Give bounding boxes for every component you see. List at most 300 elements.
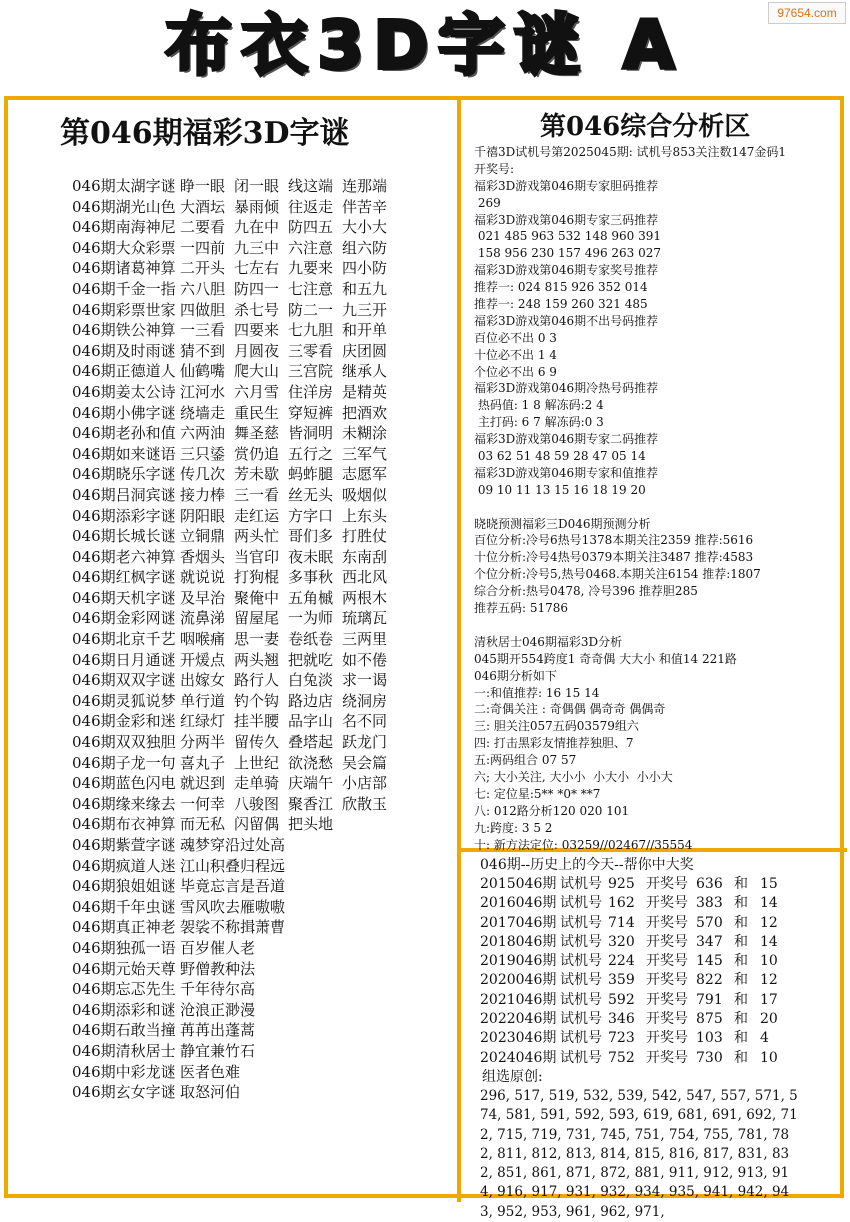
history-cell: 2016046期 xyxy=(480,895,557,912)
riddle-source: 046期老孙和值 xyxy=(72,424,176,443)
history-row xyxy=(480,971,840,990)
history-cell: 和 xyxy=(734,1011,748,1028)
analysis-line: 七: 定位星:5** *0* **7 xyxy=(474,786,601,801)
riddle-clue: 江山积叠归程远 xyxy=(180,856,286,875)
history-cell: 开奖号 xyxy=(646,1030,688,1047)
riddle-clue: 把头地 xyxy=(288,815,334,834)
history-cell: 359 xyxy=(608,972,635,989)
riddle-clue: 九在中 xyxy=(234,218,280,237)
riddle-clue: 就说说 xyxy=(180,568,226,587)
analysis-line: 八: 012路分析120 020 101 xyxy=(474,803,630,818)
riddle-clue: 打狗棍 xyxy=(234,568,280,587)
riddle-clue: 传几次 xyxy=(180,465,226,484)
riddle-clue: 九要来 xyxy=(288,259,334,278)
history-cell: 2024046期 xyxy=(480,1049,557,1066)
riddle-clue: 五行之 xyxy=(288,444,334,463)
riddle-row xyxy=(72,444,396,465)
riddle-row xyxy=(72,567,396,588)
riddle-source: 046期添彩字谜 xyxy=(72,506,176,525)
riddle-clue: 六两油 xyxy=(180,424,226,443)
riddle-clue: 线这端 xyxy=(288,177,334,195)
riddle-clue: 三零看 xyxy=(288,341,334,360)
riddle-clue: 江河水 xyxy=(180,382,226,401)
riddle-clue: 把酒欢 xyxy=(342,403,388,422)
riddle-clue: 四小防 xyxy=(342,259,388,278)
analysis-line: 清秋居士046期福彩3D分析 xyxy=(474,634,623,649)
riddle-row xyxy=(72,320,396,341)
analysis-line: 福彩3D游戏第046期专家胆码推荐 xyxy=(474,178,659,193)
analysis-line: 开奖号: xyxy=(474,161,515,176)
riddle-clue: 小店部 xyxy=(342,774,388,793)
riddle-row xyxy=(72,279,396,300)
history-cell: 试机号 xyxy=(560,972,602,989)
riddle-row xyxy=(72,1000,396,1021)
riddle-clue: 一三看 xyxy=(180,321,226,340)
page-header xyxy=(0,0,850,92)
riddle-row xyxy=(72,1020,396,1041)
history-row xyxy=(480,1029,840,1048)
riddle-clue: 绕洞房 xyxy=(342,691,388,710)
riddle-source: 046期石敢当撞 xyxy=(72,1021,176,1040)
riddle-source: 046期及时雨谜 xyxy=(72,341,176,360)
riddle-source: 046期铁公神算 xyxy=(72,321,176,340)
riddle-source: 046期双双独胆 xyxy=(72,733,176,752)
history-cell: 145 xyxy=(696,953,723,970)
riddle-source: 046期缘来缘去 xyxy=(72,794,176,813)
riddle-source: 046期吕洞宾谜 xyxy=(72,485,176,504)
riddle-clue: 东南刮 xyxy=(342,547,388,566)
riddle-row xyxy=(72,300,396,321)
history-cell: 592 xyxy=(608,991,635,1008)
history-cell: 和 xyxy=(734,972,748,989)
history-cell: 开奖号 xyxy=(646,972,688,989)
riddle-source: 046期疯道人迷 xyxy=(72,856,176,875)
riddle-row xyxy=(72,938,396,959)
riddle-clue: 五角槭 xyxy=(288,588,334,607)
riddle-clue: 未糊涂 xyxy=(342,424,388,443)
analysis-line: 福彩3D游戏第046期专家奖号推荐 xyxy=(474,263,659,278)
analysis-line: 十: 新方法定位: 03259//02467//35554 xyxy=(474,837,693,852)
riddle-clue: 多事秋 xyxy=(288,568,334,587)
riddle-source: 046期天机字谜 xyxy=(72,588,176,607)
riddle-source: 046期千年虫谜 xyxy=(72,897,176,916)
riddle-clue: 两头翘 xyxy=(234,650,280,669)
riddle-clue: 红绿灯 xyxy=(180,712,226,731)
riddle-source: 046期红枫字谜 xyxy=(72,568,176,587)
riddle-row xyxy=(72,361,396,382)
history-cell: 20 xyxy=(760,1011,778,1028)
history-cell: 15 xyxy=(760,876,778,892)
history-cell: 2015046期 xyxy=(480,876,557,892)
history-cell: 636 xyxy=(696,876,723,892)
history-row xyxy=(480,1010,840,1029)
analysis-line: 千禧3D试机号第2025045期: 试机号853关注数147金码1 xyxy=(474,145,787,159)
history-cell: 试机号 xyxy=(560,953,602,970)
analysis-line: 福彩3D游戏第046期冷热号码推荐 xyxy=(474,381,659,396)
analysis-line: 百位分析:冷号6热号1378本期关注2359 推荐:5616 xyxy=(474,533,754,548)
riddle-row xyxy=(72,506,396,527)
history-cell: 和 xyxy=(734,1030,748,1047)
analysis-line: 福彩3D游戏第046期专家和值推荐 xyxy=(474,465,659,480)
riddle-row xyxy=(72,629,396,650)
riddle-row xyxy=(72,753,396,774)
history-cell: 383 xyxy=(696,895,723,912)
history-cell: 和 xyxy=(734,953,748,970)
history-cell: 714 xyxy=(608,914,635,931)
riddle-clue: 跃龙门 xyxy=(342,733,388,752)
analysis-line: 百位必不出 0 3 xyxy=(474,330,557,345)
riddle-clue: 九三中 xyxy=(234,238,280,257)
history-cell: 开奖号 xyxy=(646,991,688,1008)
riddle-source: 046期彩票世家 xyxy=(72,300,176,319)
riddle-clue: 欣散玉 xyxy=(342,794,388,813)
history-cell: 2022046期 xyxy=(480,1011,557,1028)
riddle-clue: 大小大 xyxy=(342,218,388,237)
riddle-row xyxy=(72,856,396,877)
riddle-clue: 毕竟忘言是吾道 xyxy=(180,877,286,896)
riddle-source: 046期太湖字谜 xyxy=(72,177,176,195)
riddle-row xyxy=(72,711,396,732)
analysis-line: 09 10 11 13 15 16 18 19 20 xyxy=(474,482,646,497)
riddle-clue: 蚂蚱腿 xyxy=(288,465,334,484)
analysis-line: 晓晓预测福彩三D046期预测分析 xyxy=(474,516,651,531)
riddle-clue: 留传久 xyxy=(234,733,280,752)
riddle-row xyxy=(72,464,396,485)
combo-title: 组选原创: xyxy=(482,1068,543,1085)
riddle-source: 046期姜太公诗 xyxy=(72,382,176,401)
riddle-row xyxy=(72,917,396,938)
analysis-line: 十位必不出 1 4 xyxy=(474,347,557,362)
history-cell: 10 xyxy=(760,1049,778,1066)
riddle-clue: 两头忙 xyxy=(234,527,280,546)
riddle-clue: 上东头 xyxy=(342,506,388,525)
riddle-source: 046期紫萱字谜 xyxy=(72,836,176,854)
riddle-source: 046期金彩和迷 xyxy=(72,712,176,731)
riddle-clue: 住洋房 xyxy=(288,382,334,401)
history-cell: 开奖号 xyxy=(646,895,688,912)
riddle-clue: 取怒河伯 xyxy=(180,1083,241,1102)
riddle-row xyxy=(72,382,396,403)
riddle-clue: 夜未眠 xyxy=(288,547,334,566)
analysis-line xyxy=(474,617,844,634)
history-title: 046期--历史上的今天--帮你中大奖 xyxy=(480,857,694,873)
riddle-clue: 七九胆 xyxy=(288,321,334,340)
analysis-line: 六; 大小关注, 大小小 小大小 小小大 xyxy=(474,769,673,784)
riddle-clue: 仙鹤嘴 xyxy=(180,362,226,381)
riddle-clue: 挂半腰 xyxy=(234,712,280,731)
riddle-clue: 皆洞明 xyxy=(288,424,334,443)
page-title: 布衣3D字谜 A xyxy=(165,7,685,84)
riddle-clue: 丝无头 xyxy=(288,485,334,504)
riddle-list xyxy=(72,176,396,1103)
riddle-row xyxy=(72,403,396,424)
history-cell: 347 xyxy=(696,933,723,950)
riddle-row xyxy=(72,876,396,897)
riddle-clue: 钓个钩 xyxy=(234,691,280,710)
analysis-line: 一:和值推荐: 16 15 14 xyxy=(474,685,600,700)
analysis-line: 046期分析如下 xyxy=(474,668,557,683)
riddle-row xyxy=(72,197,396,218)
riddle-row xyxy=(72,979,396,1000)
riddle-source: 046期灵狐说梦 xyxy=(72,691,176,710)
history-cell: 925 xyxy=(608,876,635,892)
riddle-row xyxy=(72,814,396,835)
history-row xyxy=(480,875,840,894)
riddle-clue: 一为师 xyxy=(288,609,334,628)
history-cell: 791 xyxy=(696,991,723,1008)
riddle-clue: 求一谒 xyxy=(342,671,388,690)
riddle-row xyxy=(72,485,396,506)
history-cell: 730 xyxy=(696,1049,723,1066)
riddle-row xyxy=(72,588,396,609)
history-row xyxy=(480,894,840,913)
riddle-clue: 舞圣慈 xyxy=(234,424,280,443)
history-cell: 12 xyxy=(760,972,778,989)
riddle-clue: 及早治 xyxy=(180,588,226,607)
riddle-clue: 睁一眼 xyxy=(180,177,226,195)
riddle-source: 046期清秋居士 xyxy=(72,1041,176,1060)
history-cell: 103 xyxy=(696,1030,723,1047)
analysis-line: 二:奇偶关注 : 奇偶偶 偶奇奇 偶偶奇 xyxy=(474,702,666,717)
riddle-clue: 三两里 xyxy=(342,630,388,649)
riddle-row xyxy=(72,238,396,259)
riddle-clue: 绕墙走 xyxy=(180,403,226,422)
riddle-source: 046期如来谜语 xyxy=(72,444,176,463)
riddle-clue: 把就吃 xyxy=(288,650,334,669)
history-cell: 试机号 xyxy=(560,914,602,931)
history-cell: 752 xyxy=(608,1049,635,1066)
riddle-clue: 单行道 xyxy=(180,691,226,710)
analysis-line: 福彩3D游戏第046期专家三码推荐 xyxy=(474,212,659,227)
riddle-clue: 欲浇愁 xyxy=(288,753,334,772)
riddle-source: 046期诸葛神算 xyxy=(72,259,176,278)
riddle-clue: 吴会篇 xyxy=(342,753,388,772)
riddle-source: 046期子龙一句 xyxy=(72,753,176,772)
riddle-row xyxy=(72,650,396,671)
history-cell: 开奖号 xyxy=(646,933,688,950)
history-cell: 346 xyxy=(608,1011,635,1028)
riddle-source: 046期晓乐字谜 xyxy=(72,465,176,484)
analysis-line: 福彩3D游戏第046期不出号码推荐 xyxy=(474,313,659,328)
riddle-clue: 四要来 xyxy=(234,321,280,340)
history-section xyxy=(480,856,840,1222)
riddle-clue: 而无私 xyxy=(180,815,226,834)
history-cell: 试机号 xyxy=(560,933,602,950)
riddle-row xyxy=(72,670,396,691)
history-cell: 开奖号 xyxy=(646,876,688,892)
riddle-clue: 名不同 xyxy=(342,712,388,731)
riddle-clue: 大酒坛 xyxy=(180,197,226,216)
riddle-row xyxy=(72,258,396,279)
history-cell: 12 xyxy=(760,914,778,931)
riddle-clue: 西北风 xyxy=(342,568,388,587)
riddle-clue: 如不倦 xyxy=(342,650,388,669)
riddle-clue: 爬大山 xyxy=(234,362,280,381)
riddle-clue: 一四前 xyxy=(180,238,226,257)
analysis-line: 五:两码组合 07 57 xyxy=(474,753,577,768)
riddle-clue: 三一看 xyxy=(234,485,280,504)
analysis-line: 269 xyxy=(474,195,501,210)
riddle-clue: 杀七号 xyxy=(234,300,280,319)
analysis-line: 个位必不出 6 9 xyxy=(474,364,557,379)
riddle-clue: 方字口 xyxy=(288,506,334,525)
riddle-clue: 二开头 xyxy=(180,259,226,278)
analysis-line: 四: 打击黑彩友情推荐独胆、7 xyxy=(474,736,634,751)
analysis-line: 推荐五码: 51786 xyxy=(474,601,569,616)
riddle-row xyxy=(72,897,396,918)
riddle-source: 046期中彩龙谜 xyxy=(72,1062,176,1081)
riddle-clue: 防四五 xyxy=(288,218,334,237)
riddle-source: 046期小佛字谜 xyxy=(72,403,176,422)
riddle-clue: 沧浪正渺漫 xyxy=(180,1000,256,1019)
history-cell: 2018046期 xyxy=(480,933,557,950)
riddle-row xyxy=(72,794,396,815)
riddle-source: 046期大众彩票 xyxy=(72,238,176,257)
riddle-clue: 八骏图 xyxy=(234,794,280,813)
site-watermark: 97654.com xyxy=(768,2,846,24)
history-cell: 开奖号 xyxy=(646,1049,688,1066)
riddle-clue: 芳未歇 xyxy=(234,465,280,484)
analysis-line: 个位分析:冷号5,热号0468.本期关注6154 推荐:1807 xyxy=(474,567,761,582)
riddle-clue: 阴阳眼 xyxy=(180,506,226,525)
riddle-clue: 三宫院 xyxy=(288,362,334,381)
riddle-clue: 当官印 xyxy=(234,547,280,566)
history-cell: 2023046期 xyxy=(480,1030,557,1047)
history-cell: 14 xyxy=(760,895,778,912)
riddle-clue: 苒苒出蓬蒿 xyxy=(180,1021,256,1040)
analysis-line: 主打码: 6 7 解冻码:0 3 xyxy=(474,415,604,430)
riddle-clue: 香烟头 xyxy=(180,547,226,566)
history-cell: 和 xyxy=(734,1049,748,1066)
riddle-clue: 分两半 xyxy=(180,733,226,752)
riddle-clue: 立铜鼎 xyxy=(180,527,226,546)
riddle-clue: 穿短裤 xyxy=(288,403,334,422)
riddle-row xyxy=(72,1041,396,1062)
analysis-line: 推荐一: 248 159 260 321 485 xyxy=(474,297,648,312)
riddle-row xyxy=(72,773,396,794)
history-row xyxy=(480,991,840,1010)
riddle-row xyxy=(72,547,396,568)
analysis-line xyxy=(474,499,844,516)
riddle-row xyxy=(72,176,396,197)
history-cell: 2021046期 xyxy=(480,991,557,1008)
riddle-clue: 聚俺中 xyxy=(234,588,280,607)
riddle-clue: 防四一 xyxy=(234,279,280,298)
history-cell: 和 xyxy=(734,876,748,892)
riddle-clue: 七注意 xyxy=(288,279,334,298)
riddle-source: 046期添彩和谜 xyxy=(72,1000,176,1019)
column-divider xyxy=(457,96,461,1202)
riddle-clue: 出嫁女 xyxy=(180,671,226,690)
riddle-clue: 琉璃瓦 xyxy=(342,609,388,628)
riddle-clue: 走单骑 xyxy=(234,774,280,793)
riddle-row xyxy=(72,423,396,444)
riddle-clue: 两根木 xyxy=(342,588,388,607)
analysis-list xyxy=(474,144,844,853)
riddle-clue: 医者色难 xyxy=(180,1062,241,1081)
riddle-clue: 雪风吹去雁嗷嗷 xyxy=(180,897,286,916)
riddle-clue: 三只鋈 xyxy=(180,444,226,463)
riddle-clue: 哥们多 xyxy=(288,527,334,546)
history-cell: 723 xyxy=(608,1030,635,1047)
riddle-clue: 继承人 xyxy=(342,362,388,381)
history-cell: 试机号 xyxy=(560,876,602,892)
riddle-source: 046期长城长谜 xyxy=(72,527,176,546)
riddle-row xyxy=(72,217,396,238)
riddle-source: 046期湖光山色 xyxy=(72,197,176,216)
riddle-clue: 七左右 xyxy=(234,259,280,278)
riddle-source: 046期布衣神算 xyxy=(72,815,176,834)
combo-numbers: 296, 517, 519, 532, 539, 542, 547, 557, 571, 574, 581, 591, 592, 593, 619, 681, 691, 692, 712, 715, 719, 731, 745, 751, 754, 755, 781, 782, 811, 812, 813, 814, 815, 816, 817, 831, 832, 851, 861, 871, 872, 881, 911, 912, 913, 914, 916, 917, 931, 932, 934, 935, 941, 942, 943, 952, 953, 961, 962, 971, xyxy=(480,1087,798,1220)
riddle-source: 046期玄女字谜 xyxy=(72,1083,176,1102)
riddle-clue: 千年待尔高 xyxy=(180,980,256,999)
riddle-clue: 魂梦穿沿过处高 xyxy=(180,836,286,854)
riddle-row xyxy=(72,608,396,629)
history-cell: 和 xyxy=(734,895,748,912)
history-cell: 试机号 xyxy=(560,895,602,912)
history-row xyxy=(480,914,840,933)
riddle-clue: 九三开 xyxy=(342,300,388,319)
analysis-line: 综合分析:热号0478, 冷号396 推荐胆285 xyxy=(474,584,698,599)
riddle-source: 046期金彩网谜 xyxy=(72,609,176,628)
riddle-clue: 静宜兼竹石 xyxy=(180,1041,256,1060)
riddle-clue: 六注意 xyxy=(288,238,334,257)
history-cell: 320 xyxy=(608,933,635,950)
analysis-line: 三: 胆关注057五码03579组六 xyxy=(474,719,639,734)
riddle-clue: 喜丸子 xyxy=(180,753,226,772)
history-row xyxy=(480,1049,840,1068)
riddle-section-title: 第046期福彩3D字谜 xyxy=(60,116,350,151)
history-cell: 开奖号 xyxy=(646,914,688,931)
history-cell: 17 xyxy=(760,991,778,1008)
history-cell: 开奖号 xyxy=(646,953,688,970)
analysis-line: 03 62 51 48 59 28 47 05 14 xyxy=(474,449,646,464)
riddle-clue: 上世纪 xyxy=(234,753,280,772)
history-cell: 2019046期 xyxy=(480,953,557,970)
history-cell: 试机号 xyxy=(560,1011,602,1028)
analysis-line: 158 956 230 157 496 263 027 xyxy=(474,246,662,261)
riddle-source: 046期北京千艺 xyxy=(72,630,176,649)
history-cell: 10 xyxy=(760,953,778,970)
history-cell: 试机号 xyxy=(560,1030,602,1047)
riddle-clue: 是精英 xyxy=(342,382,388,401)
riddle-row xyxy=(72,959,396,980)
riddle-source: 046期忘忑先生 xyxy=(72,980,176,999)
riddle-clue: 聚香江 xyxy=(288,794,334,813)
riddle-clue: 三军气 xyxy=(342,444,388,463)
riddle-clue: 四做胆 xyxy=(180,300,226,319)
riddle-clue: 重民生 xyxy=(234,403,280,422)
analysis-line: 九:跨度: 3 5 2 xyxy=(474,820,553,835)
riddle-clue: 接力棒 xyxy=(180,485,226,504)
history-cell: 和 xyxy=(734,933,748,950)
riddle-clue: 赏仍追 xyxy=(234,444,280,463)
riddle-clue: 月圆夜 xyxy=(234,341,280,360)
riddle-source: 046期双双字谜 xyxy=(72,671,176,690)
history-cell: 开奖号 xyxy=(646,1011,688,1028)
analysis-line: 福彩3D游戏第046期专家二码推荐 xyxy=(474,432,659,447)
riddle-row xyxy=(72,835,396,856)
riddle-source: 046期日月通谜 xyxy=(72,650,176,669)
riddle-clue: 百岁催人老 xyxy=(180,938,256,957)
history-table xyxy=(480,875,840,1068)
riddle-clue: 思一妻 xyxy=(234,630,280,649)
riddle-row xyxy=(72,1062,396,1083)
analysis-line: 推荐一: 024 815 926 352 014 xyxy=(474,280,648,295)
analysis-section-title: 第046综合分析区 xyxy=(540,112,751,142)
riddle-clue: 六月雪 xyxy=(234,382,280,401)
riddle-clue: 二要看 xyxy=(180,218,226,237)
